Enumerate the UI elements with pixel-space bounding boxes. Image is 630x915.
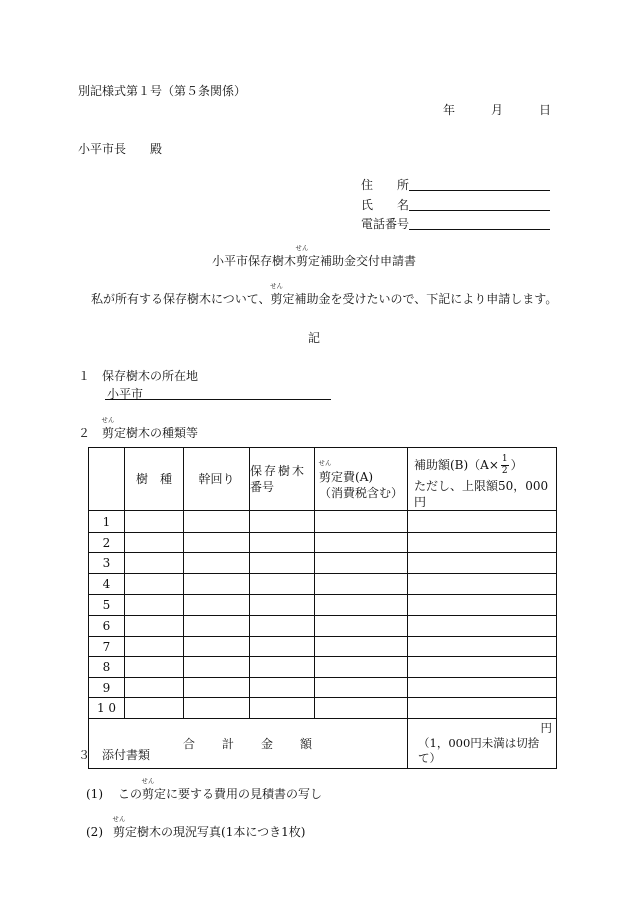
table-row <box>89 574 557 595</box>
pruning-cost-cell[interactable] <box>315 637 408 657</box>
table-header-row <box>89 448 557 511</box>
total-label: 合 計 金 額 <box>89 719 408 769</box>
species-cell[interactable] <box>125 698 184 719</box>
species-cell[interactable] <box>125 533 184 553</box>
subsidy-cell[interactable] <box>408 595 557 616</box>
girth-cell[interactable] <box>184 533 250 553</box>
pruning-cost-cell[interactable] <box>315 616 408 637</box>
form-title: 小平市保存樹木剪 せん 定補助金交付申請書 <box>212 244 417 268</box>
ki-heading: 記 <box>308 331 321 345</box>
subsidy-cell[interactable] <box>408 533 557 553</box>
ruby-annotation: せん <box>141 777 155 785</box>
ruby-annotation: せん <box>112 815 126 823</box>
phone-field[interactable] <box>409 229 550 230</box>
species-cell[interactable] <box>125 616 184 637</box>
ruby-annotation: せん <box>295 244 309 252</box>
phone-label: 電話番号 <box>361 217 410 231</box>
tree-number-cell[interactable] <box>250 533 315 553</box>
fraction-one-half: $\frac{1}{2}$ <box>501 454 508 476</box>
row-number: 9 <box>89 678 125 698</box>
header-girth: 幹回り <box>184 448 250 511</box>
header-blank-cell <box>89 448 125 511</box>
girth-cell[interactable] <box>184 553 250 574</box>
date-year-label: 年 <box>443 103 456 117</box>
tree-number-cell[interactable] <box>250 678 315 698</box>
species-cell[interactable] <box>125 678 184 698</box>
tree-number-cell[interactable] <box>250 657 315 678</box>
section3-heading: ３ 添付書類 <box>78 748 151 762</box>
subsidy-cell[interactable] <box>408 616 557 637</box>
address-field[interactable] <box>409 190 550 191</box>
species-cell[interactable] <box>125 637 184 657</box>
tree-table <box>88 447 557 769</box>
girth-cell[interactable] <box>184 637 250 657</box>
tree-number-cell[interactable] <box>250 616 315 637</box>
row-number: 7 <box>89 637 125 657</box>
species-cell[interactable] <box>125 553 184 574</box>
tree-number-cell[interactable] <box>250 595 315 616</box>
girth-cell[interactable] <box>184 595 250 616</box>
girth-cell[interactable] <box>184 698 250 719</box>
tree-number-cell[interactable] <box>250 511 315 533</box>
tree-number-cell[interactable] <box>250 574 315 595</box>
girth-cell[interactable] <box>184 678 250 698</box>
girth-cell[interactable] <box>184 574 250 595</box>
species-cell[interactable] <box>125 511 184 533</box>
subsidy-cell[interactable] <box>408 678 557 698</box>
ruby-annotation: せん <box>270 282 284 290</box>
table-row <box>89 637 557 657</box>
ruby-annotation: せん <box>318 459 332 467</box>
subsidy-cell[interactable] <box>408 574 557 595</box>
total-note: （1，000円未満は切捨て） <box>418 736 540 766</box>
section1-heading: １ 保存樹木の所在地 <box>78 369 199 383</box>
header-species: 樹 種 <box>125 448 184 511</box>
location-city: 小平市 <box>107 387 144 401</box>
subsidy-cell[interactable] <box>408 553 557 574</box>
pruning-cost-cell[interactable] <box>315 553 408 574</box>
table-row <box>89 533 557 553</box>
intro-paragraph: 私が所有する保存樹木について、剪 せん 定補助金を受けたいので、下記により申請します。 <box>91 282 558 306</box>
date-day-label: 日 <box>539 103 552 117</box>
girth-cell[interactable] <box>184 657 250 678</box>
pruning-cost-cell[interactable] <box>315 595 408 616</box>
girth-cell[interactable] <box>184 616 250 637</box>
attachment-item-1: (1) この剪 せん 定に要する費用の見積書の写し <box>86 777 323 801</box>
addressee: 小平市長 殿 <box>78 142 163 156</box>
form-number-label: 別記様式第１号（第５条関係） <box>78 84 247 98</box>
date-month-label: 月 <box>491 103 504 117</box>
header-subsidy: 補助額(B)（A× $\frac{1}{2}$ ） ただし、上限額50，000円 <box>408 448 557 511</box>
subsidy-cell[interactable] <box>408 698 557 719</box>
attachment-item-2: (2) 剪 せん 定樹木の現況写真(1本につき1枚) <box>86 815 306 839</box>
total-amount-field[interactable] <box>408 719 557 769</box>
table-row <box>89 553 557 574</box>
table-row <box>89 678 557 698</box>
subsidy-cell[interactable] <box>408 511 557 533</box>
row-number: 4 <box>89 574 125 595</box>
header-tree-number: 保存樹木 番号 <box>250 448 315 511</box>
ruby-annotation: せん <box>101 416 115 424</box>
table-row <box>89 657 557 678</box>
pruning-cost-cell[interactable] <box>315 574 408 595</box>
pruning-cost-cell[interactable] <box>315 678 408 698</box>
pruning-cost-cell[interactable] <box>315 657 408 678</box>
location-field[interactable] <box>105 399 331 400</box>
pruning-cost-cell[interactable] <box>315 511 408 533</box>
girth-cell[interactable] <box>184 511 250 533</box>
species-cell[interactable] <box>125 574 184 595</box>
header-pruning-cost: 剪 せん 定費(A) （消費税含む） <box>315 448 408 511</box>
pruning-cost-cell[interactable] <box>315 533 408 553</box>
species-cell[interactable] <box>125 657 184 678</box>
table-row <box>89 616 557 637</box>
tree-number-cell[interactable] <box>250 637 315 657</box>
section2-heading: ２ 剪 せん 定樹木の種類等 <box>78 416 199 440</box>
row-number: 2 <box>89 533 125 553</box>
row-number: 1 <box>89 511 125 533</box>
table-row <box>89 698 557 719</box>
tree-number-cell[interactable] <box>250 698 315 719</box>
subsidy-cell[interactable] <box>408 657 557 678</box>
table-row <box>89 511 557 533</box>
row-number: 6 <box>89 616 125 637</box>
row-number: 3 <box>89 553 125 574</box>
row-number: 5 <box>89 595 125 616</box>
species-cell[interactable] <box>125 595 184 616</box>
row-number: 1 0 <box>89 698 125 719</box>
address-label: 住 所 <box>361 178 410 192</box>
table-row <box>89 595 557 616</box>
tree-number-cell[interactable] <box>250 553 315 574</box>
row-number: 8 <box>89 657 125 678</box>
table-total-row <box>89 719 557 769</box>
subsidy-cell[interactable] <box>408 637 557 657</box>
name-label: 氏 名 <box>361 198 410 212</box>
pruning-cost-cell[interactable] <box>315 698 408 719</box>
total-unit: 円 <box>540 721 552 736</box>
name-field[interactable] <box>409 210 550 211</box>
